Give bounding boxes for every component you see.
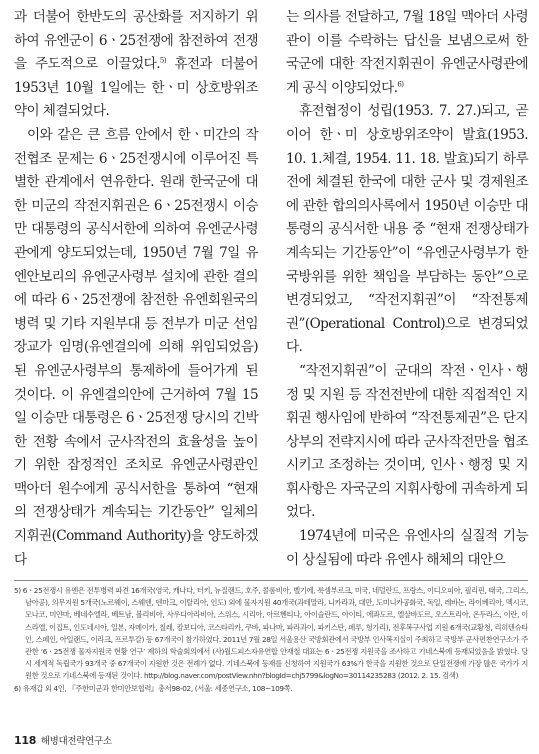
right-paragraph-1: 는 의사를 전달하고, 7월 18일 맥아더 사령관이 이를 수락하는 답신을 보냄으로써 한국군에 대한 작전지휘권이 유엔군사령관에게 공식 이양되었다.$^{6)}$ (286, 9, 528, 96)
footnotes (14, 585, 528, 695)
page-footer (14, 733, 112, 747)
page-number: 118 (14, 734, 37, 747)
publisher-name: 해병대전략연구소 (40, 736, 112, 747)
footnote-6: 6) 유재갑 외 4인, 『주한미군과 한미안보협력』총서98-02, (서울: 세종연구소, 108~109쪽. (14, 683, 293, 693)
footnote-divider (14, 580, 528, 581)
left-paragraph-1: 과 더불어 한반도의 공산화를 저지하기 위하여 유엔군이 6ㆍ25전쟁에 참전하여 전쟁을 주도적으로 이끌었다.$^{5)}$ 휴전과 더불어 1953년 10월 1일에는 한ㆍ미 상호방위조약이 체결되었다. (14, 9, 258, 120)
right-paragraph-4: 1974년에 미국은 유엔사의 실질적 기능이 상실됨에 따라 유엔사 해체의 대안으 (286, 528, 528, 568)
footnote-ref-5: 5) (159, 56, 166, 65)
footnote-ref-6: 6) (397, 80, 404, 89)
right-paragraph-3: “작전지휘권”이 군대의 작전ㆍ인사ㆍ행정 및 지원 등 작전전반에 대한 직접적인 지휘권 행사임에 반하여 “작전통제권”은 단지 상부의 전략지시에 따라 군사작전만을 협조시키고 조정하는 것이며, 인사ㆍ행정 및 지휘사항은 자국군의 지휘사항에 귀속하게 되었다. (286, 362, 528, 521)
footnote-5: 5) 6ㆍ25전쟁시 유엔은 전투병력 파견 16개국(영국, 캐나다, 터키, 뉴질랜드, 호주, 콜롬비아, 벨기에, 룩셈부르크, 미국, 네덜란드, 프랑스, 이디오피아, 필리핀, 태국, 그리스, 남아공), 의무지원 5개국(노르웨이, 스웨덴, 덴마크, 이탈리아, 인도) 외에 물자지원 40개국(과테말라, 니카라과, 대만, 도미니카공화국, 독일, 레바논, 라이베리아, 멕시코, 모나코, 미얀마, 베네수엘라, 베트남, 볼리비아, 사우디아라비아, 스위스, 시리아, 아르헨티나, 아이슬란드, 아이티, 에콰도르, 엘살바도르, 오스트리아, 온두라스, 이란, 이스라엘, 이집트, 인도네시아, 일본, 자메이카, 칠레, 캄보디아, 코스타리카, 쿠바, 파나마, 파라과이, 파키스탄, 페루, 헝가리), 전후복구사업 지원 6개국(교황청, 리히텐슈타인, 스페인, 아일랜드, 이라크, 프르투갈) 등 67개국이 참가하였다. 2011년 7월 28일 서울용산 국방회관에서 국방부 인사복지실이 주최하고 국방부 군사편찬연구소가 주관한 ‘6ㆍ25전쟁 물자지원국 현황 연구’ 제하의 학술회의에서 (사)월드피스자유연합 안재철 대표는 6ㆍ25전쟁 지원국을 조사하고 기네스북에 등재되었음을 밝혔다. 당시 세계적 독립국가 93개국 중 67개국이 지원한 것은 전례가 없다. 기네스북에 등재를 신청하여 지원국가 63%가 한국을 지원한 것으로 단일전쟁에 가장 많은 국가가 지원한 것으로 기네스북에 등재된 것이다. http://blog.naver.com/postView.nhn?blogId=chj5799&logNo=30114235283 (2012. 2. 15. 검색) (14, 586, 528, 681)
right-column (286, 6, 528, 572)
left-column (14, 6, 258, 572)
right-paragraph-2: 휴전협정이 성립(1953. 7. 27.)되고, 곧이어 한ㆍ미 상호방위조약이 발효(1953. 10. 1.체결, 1954. 11. 18. 발효)되기 하루 전에 체결된 한국에 대한 군사 및 경제원조에 관한 합의의사록에서 1950년 이승만 대통령의 공식서한 내용 중 “현재 전쟁상태가 계속되는 기간동안”이 “유엔군사령부가 한국방위를 위한 책임을 부담하는 동안”으로 변경되었고, “작전지휘권”이 “작전통제권”(Operational Control)으로 변경되었다. (286, 103, 528, 356)
left-paragraph-2: 이와 같은 큰 흐름 안에서 한ㆍ미간의 작전협조 문제는 6ㆍ25전쟁시에 이루어진 특별한 관계에서 연유한다. 원래 한국군에 대한 미군의 작전지휘권은 6ㆍ25전쟁시 이승만 대통령의 공식서한에 의하여 유엔군사령관에게 양도되었는데, 1950년 7월 7일 유엔안보리의 유엔군사령부 설치에 관한 결의에 따라 6ㆍ25전쟁에 참전한 유엔회원국의 병력 및 기타 지원부대 등 전부가 미군 선임장교가 임명(유엔결의에 의해 위임되었음)된 유엔군사령부의 통제하에 들어가게 된 것이다. 이 유엔결의안에 근거하여 7월 15일 이승만 대통령은 6ㆍ25전쟁 당시의 긴박한 전황 속에서 군사작전의 효율성을 높이기 위한 잠정적인 조치로 유엔군사령관인 맥아더 원수에게 공식서한을 통하여 “현재의 전쟁상태가 계속되는 기간동안” 일체의 지휘권(Command Authority)을 양도하겠다 (14, 126, 258, 568)
